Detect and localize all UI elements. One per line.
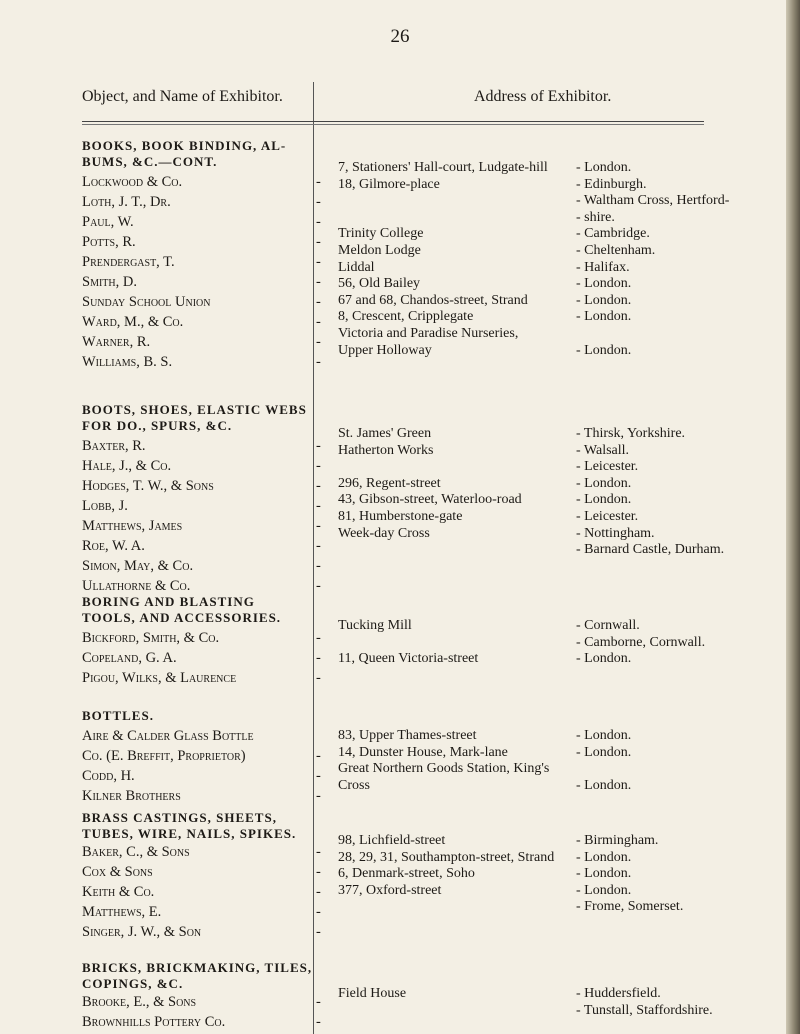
town: - Camborne, Cornwall.: [576, 634, 706, 650]
leader-dash: -: [316, 174, 321, 190]
leader-dash: -: [316, 558, 321, 574]
address-row: [338, 326, 778, 343]
town: - Cheltenham.: [576, 242, 656, 258]
street-address: Trinity College: [338, 226, 424, 242]
exhibitor-name-text: Lobb, J.: [82, 498, 128, 514]
exhibitor-name-text: Potts, R.: [82, 234, 136, 250]
street-address: Tucking Mill: [338, 618, 412, 633]
street-address: Field House: [338, 986, 407, 1001]
exhibitor-name-text: Brooke, E., & Sons: [82, 994, 197, 1010]
exhibitor-name-text: Hale, J., & Co.: [82, 458, 172, 474]
category-heading-line: BOOKS, BOOK BINDING, AL-: [82, 138, 287, 153]
town: - Thirsk, Yorkshire.: [576, 426, 686, 441]
exhibitor-name: [82, 212, 322, 232]
town: - London.: [576, 882, 632, 898]
exhibitor-name-text: Matthews, James: [82, 518, 183, 534]
street-address: St. James' Green: [338, 426, 432, 441]
exhibitor-addresses: [338, 618, 778, 668]
exhibitor-addresses: [338, 160, 778, 359]
leader-dash: -: [316, 578, 321, 594]
exhibitor-name: [82, 992, 322, 1012]
address-row: [338, 193, 778, 210]
leader-dash: -: [316, 458, 321, 474]
category-heading-line: BOTTLES.: [82, 708, 154, 723]
leader-dash: -: [316, 670, 321, 686]
leader-dash: -: [316, 214, 321, 230]
town: - Nottingham.: [576, 525, 655, 541]
address-row: [338, 899, 778, 916]
exhibitor-name: [82, 436, 322, 456]
town: - London.: [576, 342, 632, 358]
header-rule-2: [82, 124, 704, 125]
address-row: [338, 728, 778, 745]
town: - London.: [576, 309, 632, 325]
street-address: Hatherton Works: [338, 442, 434, 458]
street-address: Upper Holloway: [338, 342, 432, 358]
exhibitor-name: [82, 766, 322, 786]
exhibitor-addresses: [338, 833, 778, 916]
address-row: [338, 210, 778, 227]
leader-dash: -: [316, 354, 321, 370]
street-address: Victoria and Paradise Nurseries,: [338, 325, 519, 341]
leader-dash: -: [316, 994, 321, 1010]
address-row: [338, 243, 778, 260]
leader-dash: -: [316, 748, 321, 764]
street-address: 81, Humberstone-gate: [338, 508, 463, 524]
town: - London.: [576, 744, 632, 760]
town: - Leicester.: [576, 508, 639, 524]
town: - Cornwall.: [576, 618, 640, 633]
town: - London.: [576, 849, 632, 865]
leader-dash: -: [316, 478, 321, 494]
address-row: [338, 260, 778, 277]
exhibitor-addresses: [338, 986, 778, 1019]
street-address: 56, Old Bailey: [338, 276, 421, 292]
street-address: 11, Queen Victoria-street: [338, 651, 479, 667]
exhibitor-name-text: Smith, D.: [82, 274, 137, 290]
town: - Frome, Somerset.: [576, 899, 684, 915]
exhibitor-name: [82, 536, 322, 556]
leader-dash: -: [316, 314, 321, 330]
leader-dash: -: [316, 294, 321, 310]
exhibitor-name-text: Simon, May, & Co.: [82, 558, 194, 574]
leader-dash: -: [316, 768, 321, 784]
town: - London.: [576, 651, 632, 667]
header-address: Address of Exhibitor.: [474, 88, 612, 105]
exhibitor-name-text: Aire & Calder Glass Bottle: [82, 728, 254, 744]
leader-dash: -: [316, 438, 321, 454]
exhibitor-name: [82, 516, 322, 536]
category-heading: [82, 594, 322, 626]
category-heading-line: TUBES, WIRE, NAILS, SPIKES.: [82, 826, 297, 841]
exhibitor-name-text: Pigou, Wilks, & Laurence: [82, 670, 237, 686]
exhibitor-name: [82, 172, 322, 192]
exhibitor-name-text: Warner, R.: [82, 334, 151, 350]
leader-dash: -: [316, 518, 321, 534]
address-row: [338, 1003, 778, 1020]
leader-dash: -: [316, 630, 321, 646]
exhibitor-name-text: Matthews, E.: [82, 904, 162, 920]
town: - Huddersfield.: [576, 986, 661, 1001]
category-heading: [82, 708, 322, 724]
leader-dash: -: [316, 538, 321, 554]
exhibitor-name: [82, 1012, 322, 1032]
exhibitor-name: [82, 862, 322, 882]
town: - Tunstall, Staffordshire.: [576, 1002, 713, 1018]
category-heading-line: TOOLS, AND ACCESSORIES.: [82, 610, 282, 625]
exhibitor-name: [82, 272, 322, 292]
category-heading-line: FOR DO., SPURS, &C.: [82, 418, 233, 433]
street-address: 6, Denmark-street, Soho: [338, 866, 475, 882]
leader-dash: -: [316, 194, 321, 210]
town: - London.: [576, 276, 632, 292]
address-row: [338, 542, 778, 559]
category-heading-line: BORING AND BLASTING: [82, 594, 255, 609]
exhibitor-name: [82, 786, 322, 806]
exhibitor-name: [82, 922, 322, 942]
street-address: 67 and 68, Chandos-street, Strand: [338, 292, 528, 308]
address-row: [338, 883, 778, 900]
category-heading-line: BUMS, &C.—CONT.: [82, 154, 218, 169]
town: - Leicester.: [576, 459, 639, 475]
address-row: [338, 850, 778, 867]
exhibitor-name-text: Bickford, Smith, & Co.: [82, 630, 220, 646]
leader-dash: -: [316, 924, 321, 940]
exhibitor-name: [82, 332, 322, 352]
town: - London.: [576, 160, 632, 175]
town: - Birmingham.: [576, 833, 659, 848]
street-address: 377, Oxford-street: [338, 882, 442, 898]
address-row: [338, 443, 778, 460]
street-address: 7, Stationers' Hall-court, Ludgate-hill: [338, 160, 548, 175]
exhibitor-name-text: Lockwood & Co.: [82, 174, 183, 190]
leader-dash: -: [316, 904, 321, 920]
leader-dash: -: [316, 788, 321, 804]
exhibitor-name: [82, 252, 322, 272]
address-row: [338, 492, 778, 509]
exhibitor-name-text: Brownhills Pottery Co.: [82, 1014, 226, 1030]
town: - London.: [576, 492, 632, 508]
town: - London.: [576, 475, 632, 491]
exhibitor-name: [82, 292, 322, 312]
exhibitor-addresses: [338, 728, 778, 794]
address-row: [338, 226, 778, 243]
exhibitor-name: [82, 842, 322, 862]
exhibitor-name-text: Baker, C., & Sons: [82, 844, 190, 860]
leader-dash: -: [316, 844, 321, 860]
exhibitor-name: [82, 556, 322, 576]
address-row: [338, 509, 778, 526]
exhibitor-name-text: Copeland, G. A.: [82, 650, 177, 666]
address-row: [338, 526, 778, 543]
category-heading: [82, 138, 322, 170]
address-row: [338, 309, 778, 326]
leader-dash: -: [316, 274, 321, 290]
category-heading: [82, 960, 322, 992]
exhibitor-name-text: Ward, M., & Co.: [82, 314, 184, 330]
address-row: [338, 618, 778, 635]
address-row: [338, 986, 778, 1003]
address-row: [338, 276, 778, 293]
address-row: [338, 160, 778, 177]
exhibitor-name-text: Kilner Brothers: [82, 788, 181, 804]
category-heading-line: BRASS CASTINGS, SHEETS,: [82, 810, 277, 825]
exhibitor-name: [82, 232, 322, 252]
leader-dash: -: [316, 884, 321, 900]
header-object-name: Object, and Name of Exhibitor.: [82, 88, 283, 105]
town: - London.: [576, 292, 632, 308]
street-address: 296, Regent-street: [338, 475, 441, 491]
street-address: 8, Crescent, Cripplegate: [338, 309, 474, 325]
exhibitor-names: [82, 842, 322, 942]
page-number: 26: [390, 26, 410, 47]
exhibitor-name-text: Loth, J. T., Dr.: [82, 194, 171, 210]
exhibitor-name-text: Sunday School Union: [82, 294, 211, 310]
exhibitor-name-text: Paul, W.: [82, 214, 134, 230]
exhibitor-name-text: Co. (E. Breffit, Proprietor): [82, 748, 246, 764]
address-row: [338, 866, 778, 883]
category-heading: [82, 810, 322, 842]
exhibitor-name: [82, 352, 322, 372]
exhibitor-name: [82, 726, 322, 746]
exhibitor-name: [82, 668, 322, 688]
leader-dash: -: [316, 234, 321, 250]
street-address: Meldon Lodge: [338, 242, 421, 258]
address-row: [338, 476, 778, 493]
exhibitor-name: [82, 192, 322, 212]
town: - shire.: [576, 209, 615, 225]
exhibitor-name: [82, 628, 322, 648]
exhibitor-name-text: Roe, W. A.: [82, 538, 145, 554]
town: - London.: [576, 777, 632, 793]
street-address: Great Northern Goods Station, King's: [338, 761, 550, 777]
town: - Waltham Cross, Hertford-: [576, 193, 730, 209]
town: - London.: [576, 866, 632, 882]
street-address: 98, Lichfield-street: [338, 833, 446, 848]
address-row: [338, 833, 778, 850]
address-row: [338, 426, 778, 443]
address-row: [338, 761, 778, 778]
category-heading-line: BOOTS, SHOES, ELASTIC WEBS: [82, 402, 307, 417]
exhibitor-name: [82, 476, 322, 496]
address-row: [338, 778, 778, 795]
street-address: 83, Upper Thames-street: [338, 728, 477, 743]
exhibitor-addresses: [338, 426, 778, 559]
exhibitor-name-text: Williams, B. S.: [82, 354, 173, 370]
exhibitor-name-text: Hodges, T. W., & Sons: [82, 478, 214, 494]
address-row: [338, 177, 778, 194]
exhibitor-name: [82, 576, 322, 596]
exhibitor-name: [82, 312, 322, 332]
exhibitor-name-text: Keith & Co.: [82, 884, 155, 900]
exhibitor-name: [82, 648, 322, 668]
exhibitor-name: [82, 746, 322, 766]
category-heading-line: BRICKS, BRICKMAKING, TILES,: [82, 960, 313, 975]
leader-dash: -: [316, 334, 321, 350]
exhibitor-name: [82, 496, 322, 516]
town: - Edinburgh.: [576, 176, 647, 192]
page-edge: [786, 0, 800, 1034]
leader-dash: -: [316, 864, 321, 880]
street-address: 14, Dunster House, Mark-lane: [338, 744, 508, 760]
exhibitor-name-text: Ullathorne & Co.: [82, 578, 191, 594]
category-heading: [82, 402, 322, 434]
street-address: 43, Gibson-street, Waterloo-road: [338, 492, 522, 508]
exhibitor-name-text: Codd, H.: [82, 768, 135, 784]
town: - Halifax.: [576, 259, 630, 275]
town: - Walsall.: [576, 442, 630, 458]
exhibitor-names: [82, 172, 322, 372]
address-row: [338, 651, 778, 668]
exhibitor-name: [82, 456, 322, 476]
exhibitor-name-text: Singer, J. W., & Son: [82, 924, 202, 940]
street-address: 28, 29, 31, Southampton-street, Strand: [338, 849, 555, 865]
address-row: [338, 745, 778, 762]
street-address: Week-day Cross: [338, 525, 430, 541]
exhibitor-names: [82, 992, 322, 1032]
leader-dash: -: [316, 254, 321, 270]
address-row: [338, 635, 778, 652]
address-row: [338, 343, 778, 360]
address-row: [338, 293, 778, 310]
street-address: 18, Gilmore-place: [338, 176, 440, 192]
town: - Barnard Castle, Durham.: [576, 542, 725, 558]
category-heading-line: COPINGS, &C.: [82, 976, 184, 991]
exhibitor-name: [82, 902, 322, 922]
leader-dash: -: [316, 650, 321, 666]
exhibitor-name-text: Baxter, R.: [82, 438, 146, 454]
town: - Cambridge.: [576, 226, 650, 242]
street-address: Cross: [338, 777, 370, 793]
exhibitor-names: [82, 726, 322, 806]
leader-dash: -: [316, 1014, 321, 1030]
exhibitor-names: [82, 628, 322, 688]
leader-dash: -: [316, 498, 321, 514]
exhibitor-name-text: Cox & Sons: [82, 864, 153, 880]
street-address: Liddal: [338, 259, 375, 275]
town: - London.: [576, 728, 632, 743]
exhibitor-name-text: Prendergast, T.: [82, 254, 175, 270]
header-rule: [82, 121, 704, 122]
address-row: [338, 459, 778, 476]
exhibitor-names: [82, 436, 322, 596]
exhibitor-name: [82, 882, 322, 902]
